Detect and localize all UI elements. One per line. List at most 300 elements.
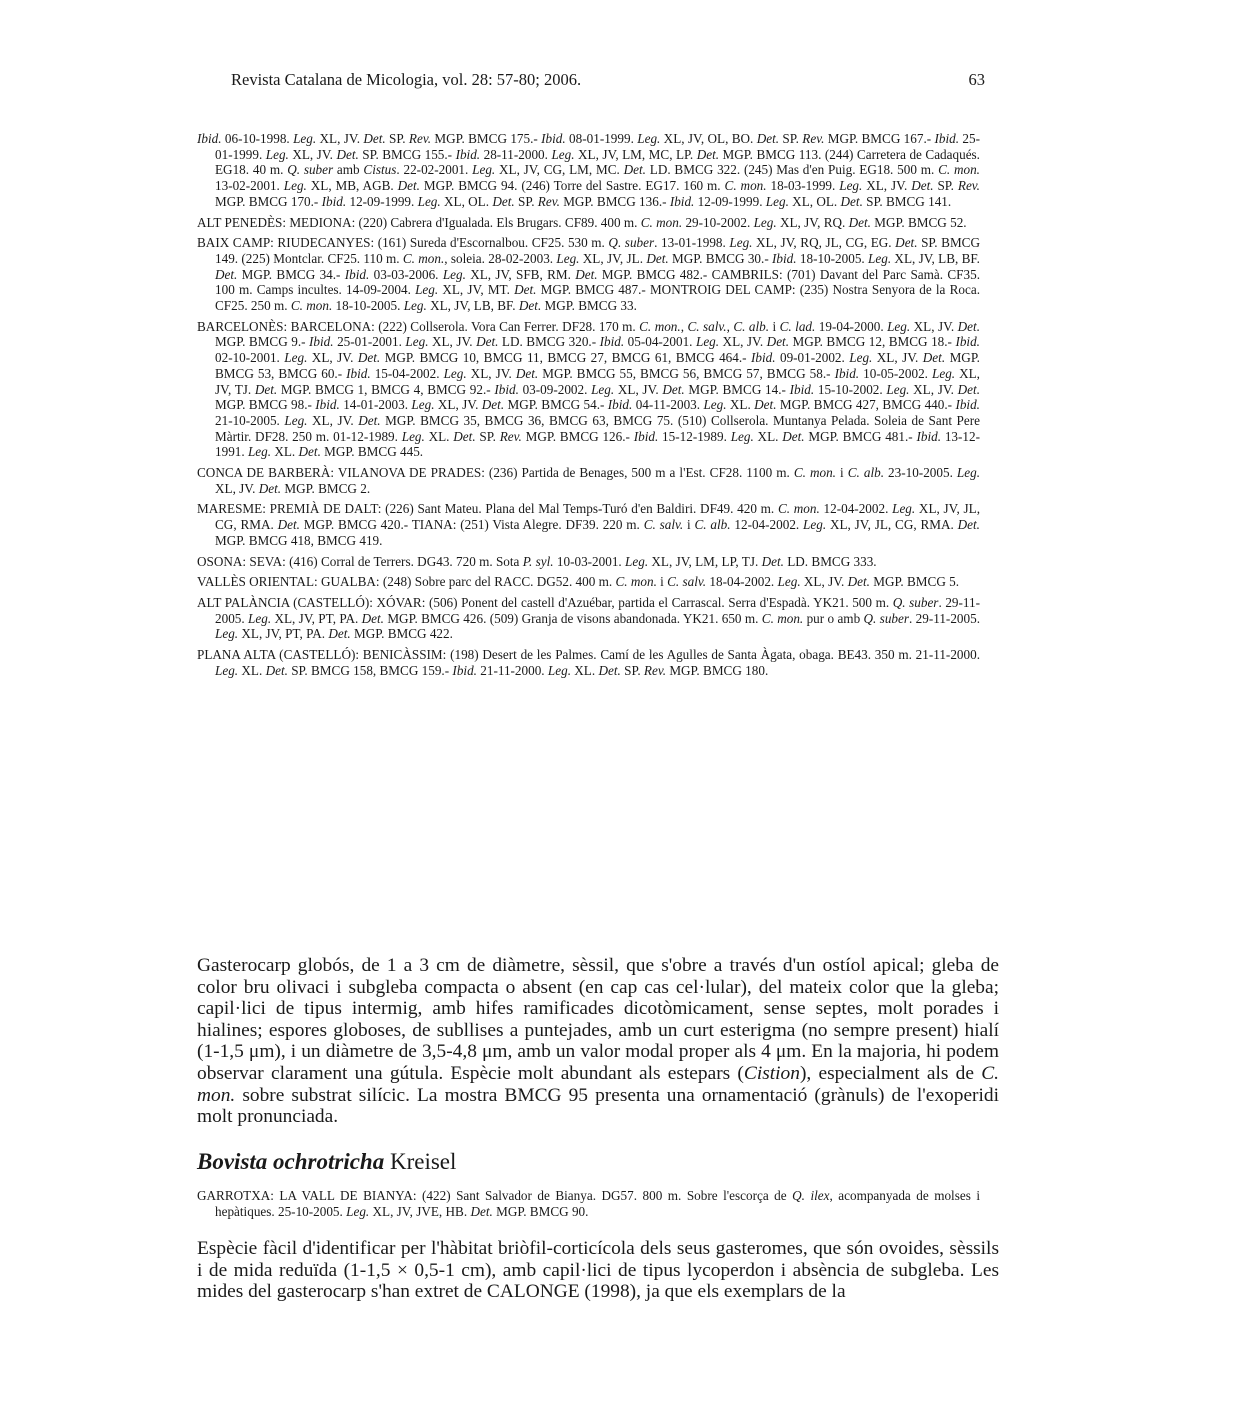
text-run: BARCELONÈS: BARCELONA: (222) Collserola. Vora Can Ferrer. DF28. 170 m. — [197, 318, 640, 334]
italic-text-run: C. mon. — [724, 178, 767, 194]
text-run: MGP. BMCG 34.- — [237, 266, 345, 282]
italic-text-run: C. mon. — [402, 250, 445, 266]
italic-text-run: Ibid. — [455, 146, 481, 162]
text-run: XL. — [570, 662, 599, 678]
italic-text-run: C. alb. — [694, 517, 731, 533]
italic-text-run: Det. — [470, 1203, 493, 1219]
species-heading — [197, 1149, 456, 1175]
text-run: XL, JV, LM, MC, LP. — [574, 146, 697, 162]
italic-text-run: C. mon. — [777, 501, 820, 517]
text-run: XL, JV. — [872, 350, 923, 366]
text-run: PLANA ALTA (CASTELLÓ): BENICÀSSIM: (198) Desert de les Palmes. Camí de les Agulles de Santa Àgata, obaga. BE43. 350 m. 21-11-2000. — [197, 647, 980, 663]
text-run: 21-11-2000. — [476, 662, 548, 678]
text-run: 04-11-2003. — [632, 397, 704, 413]
specimen-record — [197, 465, 980, 496]
text-run: ), especialment als de — [799, 1062, 982, 1084]
text-run: VALLÈS ORIENTAL: GUALBA: (248) Sobre parc del RACC. DG52. 400 m. — [197, 574, 616, 590]
italic-text-run: Ibid. — [789, 381, 815, 397]
italic-text-run: Det. — [476, 334, 499, 350]
text-run: MGP. BMCG 90. — [492, 1203, 589, 1219]
italic-text-run: Leg. — [625, 553, 649, 569]
italic-text-run: Det. — [328, 626, 351, 642]
italic-text-run: Leg. — [892, 501, 916, 517]
italic-text-run: Det. — [623, 162, 646, 178]
text-run: SP. — [385, 131, 409, 146]
italic-text-run: Det. — [265, 662, 288, 678]
italic-text-run: Det. — [848, 214, 871, 230]
italic-text-run: Ibid. — [346, 365, 371, 381]
text-run: SP. BMCG 155.- — [358, 146, 456, 162]
text-run: XL, JV. — [466, 365, 516, 381]
italic-text-run: Ibid. — [750, 350, 776, 366]
italic-text-run: Det. — [514, 282, 537, 298]
text-run: SP. — [779, 131, 803, 146]
italic-text-run: C. salv. — [667, 574, 707, 590]
text-run: 09-01-2002. — [775, 350, 850, 366]
text-run: MGP. BMCG 33. — [541, 298, 637, 314]
specimen-record — [197, 501, 980, 548]
text-run: 03-03-2006. — [369, 266, 443, 282]
text-run: 15-04-2002. — [370, 365, 444, 381]
text-run: XL, JV, TJ. — [215, 365, 980, 397]
italic-text-run: Rev. — [802, 131, 825, 146]
text-run: SP. — [620, 662, 644, 678]
text-run: . 29-11-2005. — [909, 610, 980, 626]
italic-text-run: Ibid. — [633, 428, 659, 444]
text-run: XL, JV, JVE, HB. — [369, 1203, 471, 1219]
italic-text-run: Det. — [358, 412, 381, 428]
text-run: SP. BMCG 141. — [862, 193, 952, 209]
text-run: MGP. BMCG 94. (246) Torre del Sastre. EG17. 160 m. — [419, 178, 725, 194]
text-run: LD. BMCG 333. — [783, 553, 877, 569]
text-run: 28-11-2000. — [480, 146, 552, 162]
italic-text-run: Ibid. — [309, 334, 334, 350]
italic-text-run: Ibid. — [607, 397, 633, 413]
italic-text-run: Rev. — [408, 131, 432, 146]
italic-text-run: Det. — [254, 381, 278, 397]
text-run: XL, JV, LB, BF. — [426, 298, 519, 314]
italic-text-run: C. mon. — [761, 610, 804, 626]
text-run: 23-10-2005. — [884, 465, 957, 481]
specimen-record — [197, 595, 980, 642]
text-run: 15-12-1989. — [658, 428, 731, 444]
italic-text-run: Leg. — [415, 282, 439, 298]
italic-text-run: C. alb. — [733, 318, 770, 334]
italic-text-run: Det. — [492, 193, 515, 209]
italic-text-run: Leg. — [401, 428, 425, 444]
text-run: . 22-02-2001. — [396, 162, 473, 178]
italic-text-run: Det. — [756, 131, 780, 146]
italic-text-run: Rev. — [643, 662, 667, 678]
text-run: 25-01-2001. — [333, 334, 406, 350]
italic-text-run: C. mon. — [640, 214, 683, 230]
text-run: 13-02-2001. — [215, 178, 284, 194]
text-run: amb — [333, 162, 364, 178]
text-run: . 29-11-2005. — [215, 594, 980, 626]
italic-text-run: Det. — [761, 553, 784, 569]
text-run: OSONA: SEVA: (416) Corral de Terrers. DG43. 720 m. Sota — [197, 553, 523, 569]
italic-text-run: Ibid. — [834, 365, 860, 381]
text-run: 13-12-1991. — [215, 428, 980, 460]
text-run: MGP. BMCG 136.- — [559, 193, 670, 209]
italic-text-run: Leg. — [777, 574, 801, 590]
italic-text-run: Leg. — [215, 662, 239, 678]
text-run: XL, JV. — [215, 480, 259, 496]
italic-text-run: Leg. — [886, 381, 910, 397]
text-run: XL, JV. — [307, 412, 359, 428]
italic-text-run: Det. — [481, 397, 505, 413]
text-run: MGP. BMCG 14.- — [684, 381, 790, 397]
italic-text-run: Leg. — [730, 428, 754, 444]
text-run: ALT PALÀNCIA (CASTELLÓ): XÓVAR: (506) Ponent del castell d'Azuébar, partida el Carrascal. Serra d'Espadà. YK21. 500 m. — [197, 594, 893, 610]
italic-text-run: C. mon. — [793, 465, 836, 481]
page-number: 63 — [968, 70, 985, 89]
specimen-record — [197, 215, 980, 231]
text-run: MGP. BMCG 420.- TIANA: (251) Vista Alegre. DF39. 220 m. — [299, 517, 644, 533]
text-run: XL. — [424, 428, 454, 444]
italic-text-run: Det. — [336, 146, 359, 162]
italic-text-run: Rev. — [537, 193, 560, 209]
italic-text-run: Det. — [922, 350, 946, 366]
italic-text-run: C. mon. — [639, 318, 681, 334]
italic-text-run: C. salv. — [687, 318, 727, 334]
bovista-description-paragraph — [197, 1238, 999, 1303]
text-run: MARESME: PREMIÀ DE DALT: (226) Sant Mateu. Plana del Mal Temps-Turó d'en Baldiri. DF49. 420 m. — [197, 501, 778, 517]
text-run: MGP. BMCG 52. — [870, 214, 967, 230]
italic-text-run: Leg. — [411, 397, 435, 413]
italic-text-run: Leg. — [849, 350, 873, 366]
text-run: XL, JV, RQ, JL, CG, EG. — [752, 235, 896, 251]
species-author: Kreisel — [384, 1149, 457, 1174]
text-run: MGP. BMCG 2. — [281, 480, 371, 496]
species-name: Bovista ochrotricha — [197, 1149, 385, 1174]
italic-text-run: C. lad. — [779, 318, 816, 334]
text-run: XL, JV. — [614, 381, 663, 397]
italic-text-run: Leg. — [591, 381, 615, 397]
italic-text-run: Ibid. — [321, 193, 347, 209]
text-run: XL, JV, OL, BO. — [660, 131, 757, 146]
italic-text-run: Leg. — [417, 193, 441, 209]
text-run: XL. — [271, 444, 299, 460]
text-run: XL, JV, JL. — [579, 250, 647, 266]
italic-text-run: Det. — [363, 131, 386, 146]
text-run: XL, JV. — [719, 334, 767, 350]
text-run: XL. — [238, 662, 266, 678]
text-run: pur o amb — [803, 610, 864, 626]
italic-text-run: Ibid. — [916, 428, 942, 444]
italic-text-run: Leg. — [443, 365, 467, 381]
text-run: XL, JV, PT, PA. — [271, 610, 362, 626]
italic-text-run: Det. — [397, 178, 420, 194]
italic-text-run: Det. — [754, 397, 777, 413]
italic-text-run: Cistion — [743, 1062, 800, 1084]
text-run: XL, JV, LM, LP, TJ. — [648, 553, 762, 569]
italic-text-run: Leg. — [248, 610, 272, 626]
specimen-records — [197, 131, 980, 684]
italic-text-run: Leg. — [753, 214, 777, 230]
text-run: XL, JV. — [800, 574, 848, 590]
italic-text-run: Ibid. — [541, 131, 566, 146]
text-run: XL. — [753, 428, 783, 444]
italic-text-run: C. mon. — [615, 574, 657, 590]
running-header — [231, 70, 985, 94]
text-run: . 13-01-1998. — [654, 235, 730, 251]
text-run: SP. — [475, 428, 500, 444]
text-run: 29-10-2002. — [682, 214, 754, 230]
text-run: 18-03-1999. — [766, 178, 840, 194]
italic-text-run: Det. — [782, 428, 805, 444]
italic-text-run: Leg. — [403, 298, 427, 314]
text-run: XL, JV, CG, LM, MC. — [495, 162, 624, 178]
text-run: i — [835, 465, 848, 481]
italic-text-run: Leg. — [265, 146, 289, 162]
specimen-record — [197, 554, 980, 570]
text-run: MGP. BMCG 126.- — [521, 428, 634, 444]
text-run: 18-10-2005. — [332, 298, 404, 314]
text-run: MGP. BMCG 5. — [869, 574, 960, 590]
text-run: MGP. BMCG 54.- — [504, 397, 608, 413]
italic-text-run: C. mon. — [938, 162, 980, 178]
text-run: XL, JV, SFB, RM. — [465, 266, 576, 282]
text-run: MGP. BMCG 418, BMCG 419. — [215, 532, 383, 548]
italic-text-run: C. salv. — [643, 517, 684, 533]
text-run: MGP. BMCG 482.- CAMBRILS: (701) Davant del Parc Samà. CF35. 100 m. Camps incultes. 14-09-2004. — [215, 266, 980, 298]
italic-text-run: Leg. — [887, 318, 911, 334]
italic-text-run: Leg. — [556, 250, 580, 266]
text-run: XL, JV, RQ. — [776, 214, 849, 230]
text-run: 02-10-2001. — [215, 350, 285, 366]
italic-text-run: C. mon. — [290, 298, 333, 314]
italic-text-run: Ibid. — [599, 334, 625, 350]
text-run: 18-10-2005. — [796, 250, 869, 266]
text-run: MGP. BMCG 9.- — [215, 334, 310, 350]
text-run: MGP. BMCG 53, BMCG 60.- — [215, 350, 980, 381]
text-run: i — [656, 574, 668, 590]
italic-text-run: Det. — [598, 662, 621, 678]
italic-text-run: Det. — [957, 381, 980, 397]
italic-text-run: Leg. — [547, 662, 571, 678]
text-run: MGP. BMCG 426. (509) Granja de visons abandonada. YK21. 650 m. — [383, 610, 762, 626]
text-run: LD. BMCG 322. (245) Mas d'en Puig. EG18. 500 m. — [645, 162, 939, 178]
italic-text-run: Leg. — [293, 131, 317, 146]
specimen-record — [197, 1188, 980, 1219]
italic-text-run: Leg. — [695, 334, 720, 350]
italic-text-run: Det. — [847, 574, 870, 590]
text-run: XL, OL. — [788, 193, 841, 209]
text-run: MGP. BMCG 35, BMCG 36, BMCG 63, BMCG 75. (510) Collserola. Muntanya Pelada. Soleia de Sant Pere Màrtir. DF28. 250 m. 01-12-1989. — [215, 412, 980, 444]
text-run: MGP. BMCG 427, BMCG 440.- — [776, 397, 956, 413]
text-run: XL, JV. — [288, 146, 337, 162]
text-run: XL, JV. — [316, 131, 364, 146]
text-run: sobre substrat silícic. La mostra BMCG 95 presenta una ornamentació (grànuls) de l'exoperidi molt pronunciada. — [197, 1084, 999, 1128]
italic-text-run: Leg. — [551, 146, 575, 162]
text-run: BAIX CAMP: RIUDECANYES: (161) Sureda d'Escornalbou. CF25. 530 m. — [197, 235, 609, 251]
italic-text-run: Leg. — [472, 162, 496, 178]
text-run: LD. BMCG 320.- — [498, 334, 600, 350]
italic-text-run: Det. — [298, 444, 321, 460]
text-run: SP. BMCG 149. (225) Montclar. CF25. 110 m. — [215, 235, 980, 266]
italic-text-run: C. mon. — [197, 1062, 999, 1106]
italic-text-run: Cistus — [363, 162, 397, 178]
italic-text-run: Q. suber — [287, 162, 334, 178]
italic-text-run: Leg. — [346, 1203, 370, 1219]
text-run: XL, JV, JL, CG, RMA. — [215, 501, 980, 533]
text-run: MGP. BMCG 10, BMCG 11, BMCG 27, BMCG 61, BMCG 464.- — [380, 350, 751, 366]
italic-text-run: Leg. — [703, 397, 727, 413]
italic-text-run: Det. — [361, 610, 384, 626]
text-run: SP. — [933, 178, 958, 194]
italic-text-run: Ibid. — [197, 131, 222, 146]
text-run: MGP. BMCG 55, BMCG 56, BMCG 57, BMCG 58.- — [538, 365, 835, 381]
italic-text-run: Leg. — [283, 178, 307, 194]
italic-text-run: Det. — [515, 365, 539, 381]
italic-text-run: Det. — [258, 480, 282, 496]
italic-text-run: Q. suber — [608, 235, 655, 251]
italic-text-run: Q. suber — [863, 610, 909, 626]
text-run: Espècie fàcil d'identificar per l'hàbitat briòfil-corticícola dels seus gasteromes, que són ovoides, sèssils i de mida reduïda (1-1,5 × 0,5-1 cm), amb capil·lici de tipus lycoperdon i absència de subgleba. Les mides del gasterocarp s'han extret de CALONGE (1998), ja que els exemplars de la — [197, 1238, 999, 1303]
italic-text-run: Leg. — [215, 626, 239, 642]
italic-text-run: Det. — [696, 146, 720, 162]
italic-text-run: Leg. — [765, 193, 789, 209]
text-run: 25-01-1999. — [215, 131, 980, 162]
italic-text-run: Det. — [277, 517, 300, 533]
text-run: XL, JV. — [862, 178, 912, 194]
italic-text-run: Rev. — [499, 428, 522, 444]
italic-text-run: Leg. — [932, 365, 956, 381]
italic-text-run: Det. — [453, 428, 476, 444]
text-run: 14-01-2003. — [339, 397, 412, 413]
italic-text-run: Leg. — [637, 131, 661, 146]
specimen-records-bovista — [197, 1188, 980, 1224]
text-run: XL, OL. — [440, 193, 493, 209]
text-run: MGP. BMCG 98.- — [215, 397, 316, 413]
journal-citation: Revista Catalana de Micologia, vol. 28: 57-80; 2006. — [231, 70, 582, 89]
italic-text-run: Ibid. — [934, 131, 960, 146]
text-run: MGP. BMCG 422. — [350, 626, 453, 642]
italic-text-run: Leg. — [284, 412, 308, 428]
italic-text-run: Leg. — [839, 178, 863, 194]
specimen-record — [197, 235, 980, 314]
italic-text-run: Leg. — [284, 350, 308, 366]
italic-text-run: Leg. — [442, 266, 466, 282]
specimen-record — [197, 131, 980, 210]
text-run: MGP. BMCG 175.- — [431, 131, 542, 146]
italic-text-run: Ibid. — [315, 397, 340, 413]
italic-text-run: Det. — [911, 178, 934, 194]
text-run: XL, MB, AGB. — [306, 178, 398, 194]
text-run: MGP. BMCG 481.- — [804, 428, 917, 444]
italic-text-run: Det. — [957, 318, 980, 334]
text-run: 12-09-1999. — [346, 193, 418, 209]
text-run: 10-03-2001. — [553, 553, 626, 569]
italic-text-run: Det. — [357, 350, 381, 366]
italic-text-run: Det. — [646, 250, 669, 266]
text-run: 19-04-2000. — [815, 318, 888, 334]
text-run: MGP. BMCG 1, BMCG 4, BMCG 92.- — [277, 381, 495, 397]
text-run: MGP. BMCG 30.- — [668, 250, 773, 266]
species-description-paragraph — [197, 955, 999, 1128]
italic-text-run: Det. — [215, 266, 238, 282]
italic-text-run: Det. — [766, 334, 790, 350]
text-run: 05-04-2001. — [624, 334, 696, 350]
text-run: MGP. BMCG 170.- — [215, 193, 322, 209]
text-run: XL, JV. — [910, 318, 958, 334]
text-run: XL, JV. — [434, 397, 482, 413]
text-run: 12-04-2002. — [730, 517, 804, 533]
text-run: XL, JV, LB, BF. — [891, 250, 980, 266]
italic-text-run: Leg. — [729, 235, 753, 251]
text-run: CONCA DE BARBERÀ: VILANOVA DE PRADES: (236) Partida de Benages, 500 m a l'Est. CF28. 1100 m. — [197, 465, 794, 481]
text-run: , — [726, 318, 734, 334]
text-run: XL. — [726, 397, 755, 413]
italic-text-run: Det. — [957, 517, 980, 533]
italic-text-run: Ibid. — [955, 397, 980, 413]
italic-text-run: Det. — [840, 193, 863, 209]
italic-text-run: Ibid. — [772, 250, 797, 266]
text-run: 03-09-2002. — [518, 381, 592, 397]
text-run: 12-09-1999. — [694, 193, 766, 209]
italic-text-run: Leg. — [868, 250, 892, 266]
text-run: MGP. BMCG 487.- MONTROIG DEL CAMP: (235) Nostra Senyora de la Roca. CF25. 250 m. — [215, 282, 980, 314]
italic-text-run: Det. — [662, 381, 685, 397]
text-run: MGP. BMCG 180. — [666, 662, 769, 678]
italic-text-run: Det. — [895, 235, 918, 251]
italic-text-run: Ibid. — [669, 193, 695, 209]
text-run: , soleia. 28-02-2003. — [444, 250, 557, 266]
text-run: SP. — [514, 193, 538, 209]
italic-text-run: C. alb. — [847, 465, 884, 481]
text-run: Gasterocarp globós, de 1 a 3 cm de diàmetre, sèssil, que s'obre a través d'un ostíol apical; gleba de color bru olivaci i subgleba compacta o absent (en cap cas cel·lular), del mateix color que la gleba; capil·lici de tipus intermig, amb hifes ramificades dicotòmicament, sense septes, molt porades i hialines; espores globoses, de subllises a puntejades, amb un curt esterigma (no sempre present) hialí (1-1,5 μm), i un diàmetre de 3,5-4,8 μm, amb un valor modal proper als 4 μm. En la majoria, hi podem observar clarament una gútula. Espècie molt abundant als estepars ( — [197, 955, 999, 1084]
text-run: 10-05-2002. — [859, 365, 932, 381]
specimen-record — [197, 574, 980, 590]
text-run: XL, JV. — [428, 334, 477, 350]
italic-text-run: Ibid. — [344, 266, 370, 282]
text-run: 12-04-2002. — [819, 501, 893, 517]
italic-text-run: Rev. — [957, 178, 980, 194]
text-run: XL, JV. — [307, 350, 358, 366]
text-run: 06-10-1998. — [221, 131, 294, 146]
text-run: , — [680, 318, 688, 334]
text-run: XL, JV, JL, CG, RMA. — [826, 517, 958, 533]
text-run: GARROTXA: LA VALL DE BIANYA: (422) Sant Salvador de Bianya. DG57. 800 m. Sobre l'escorça de — [197, 1188, 793, 1203]
text-run: , acompanyada de molses i hepàtiques. 25-10-2005. — [215, 1188, 980, 1219]
text-run: ALT PENEDÈS: MEDIONA: (220) Cabrera d'Igualada. Els Brugars. CF89. 400 m. — [197, 214, 641, 230]
italic-text-run: Leg. — [247, 444, 272, 460]
text-run: XL, JV. — [909, 381, 958, 397]
text-run: 08-01-1999. — [565, 131, 638, 146]
italic-text-run: Ibid. — [452, 662, 477, 678]
italic-text-run: Q. ilex — [792, 1188, 830, 1203]
text-run: 15-10-2002. — [814, 381, 887, 397]
italic-text-run: Det. — [575, 266, 598, 282]
text-run: SP. BMCG 158, BMCG 159.- — [287, 662, 453, 678]
italic-text-run: Leg. — [803, 517, 827, 533]
italic-text-run: Det. — [518, 298, 542, 314]
text-run: 18-04-2002. — [706, 574, 778, 590]
text-run: MGP. BMCG 445. — [320, 444, 424, 460]
italic-text-run: Q. suber — [892, 594, 939, 610]
text-run: MGP. BMCG 12, BMCG 18.- — [789, 334, 956, 350]
text-run: i — [683, 517, 695, 533]
italic-text-run: Ibid. — [955, 334, 980, 350]
text-run: XL, JV, MT. — [438, 282, 515, 298]
text-run: MGP. BMCG 113. (244) Carretera de Cadaqués. EG18. 40 m. — [215, 146, 980, 178]
text-run: MGP. BMCG 167.- — [824, 131, 935, 146]
text-run: 21-10-2005. — [215, 412, 285, 428]
specimen-record — [197, 319, 980, 460]
italic-text-run: Ibid. — [494, 381, 519, 397]
italic-text-run: P. syl. — [522, 553, 554, 569]
